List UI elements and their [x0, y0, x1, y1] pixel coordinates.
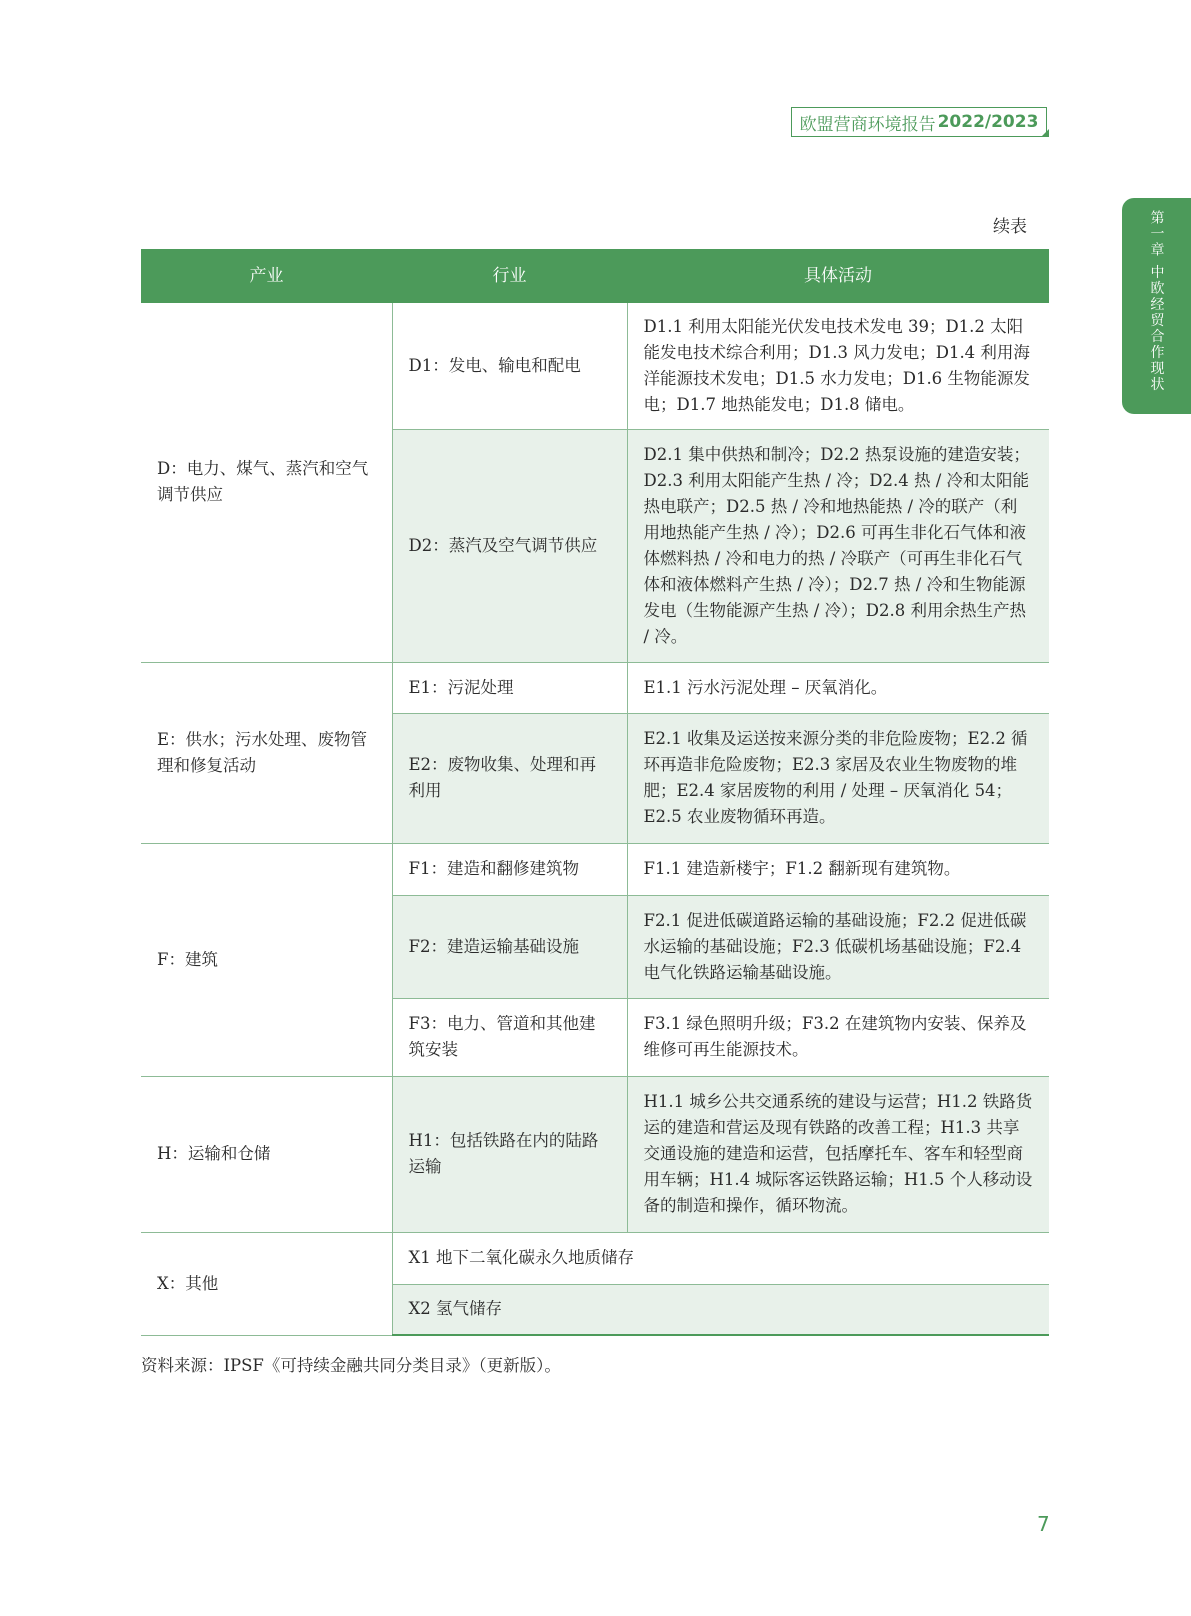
- source-note: 资料来源：IPSF《可持续金融共同分类目录》（更新版）。: [141, 1356, 561, 1375]
- column-header-sector: 行业: [392, 249, 627, 303]
- activities-cell: F1.1 建造新楼宇；F1.2 翻新现有建筑物。: [627, 843, 1049, 895]
- industry-cell: H：运输和仓储: [141, 1076, 392, 1232]
- sector-cell: H1：包括铁路在内的陆路运输: [392, 1076, 627, 1232]
- column-header-industry: 产业: [141, 249, 392, 303]
- sector-cell: E1：污泥处理: [392, 662, 627, 713]
- column-header-activities: 具体活动: [627, 249, 1049, 303]
- industry-cell: F：建筑: [141, 843, 392, 1076]
- sector-cell: X1 地下二氧化碳永久地质储存: [392, 1232, 1049, 1284]
- table-row: [141, 843, 1049, 895]
- sector-cell: E2：废物收集、处理和再利用: [392, 713, 627, 843]
- report-title: 欧盟营商环境报告: [799, 114, 936, 135]
- sector-cell: F1：建造和翻修建筑物: [392, 843, 627, 895]
- taxonomy-table: [141, 249, 1049, 1336]
- activities-cell: F3.1 绿色照明升级；F3.2 在建筑物内安装、保养及维修可再生能源技术。: [627, 998, 1049, 1076]
- sector-cell: F3：电力、管道和其他建筑安装: [392, 998, 627, 1076]
- industry-cell: D：电力、煤气、蒸汽和空气调节供应: [141, 303, 392, 662]
- table-row: [141, 303, 1049, 429]
- sector-cell: F2：建造运输基础设施: [392, 895, 627, 998]
- activities-cell: E1.1 污水污泥处理 – 厌氧消化。: [627, 662, 1049, 713]
- activities-cell: F2.1 促进低碳道路运输的基础设施；F2.2 促进低碳水运输的基础设施；F2.3 低碳机场基础设施；F2.4 电气化铁路运输基础设施。: [627, 895, 1049, 998]
- industry-cell: E：供水；污水处理、废物管理和修复活动: [141, 662, 392, 843]
- table-row: [141, 1232, 1049, 1284]
- activities-cell: H1.1 城乡公共交通系统的建设与运营；H1.2 铁路货运的建造和营运及现有铁路的改善工程；H1.3 共享交通设施的建造和运营，包括摩托车、客车和轻型商用车辆；H1.4 城际客运铁路运输；H1.5 个人移动设备的制造和操作，循环物流。: [627, 1076, 1049, 1232]
- table-header-row: [141, 249, 1049, 303]
- sector-cell: D1：发电、输电和配电: [392, 303, 627, 429]
- table-row: [141, 662, 1049, 713]
- header-corner-mark: [1041, 129, 1049, 137]
- page-number: 7: [1037, 1512, 1050, 1536]
- table-row: [141, 1076, 1049, 1232]
- sector-cell: D2：蒸汽及空气调节供应: [392, 429, 627, 662]
- continued-label: 续表: [993, 217, 1027, 237]
- activities-cell: D1.1 利用太阳能光伏发电技术发电 39；D1.2 太阳能发电技术综合利用；D1.3 风力发电；D1.4 利用海洋能源技术发电；D1.5 水力发电；D1.6 生物能源发电；D1.7 地热能发电；D1.8 储电。: [627, 303, 1049, 429]
- report-header: [791, 107, 1047, 137]
- sector-cell: X2 氢气储存: [392, 1284, 1049, 1335]
- report-year: 2022/2023: [937, 112, 1039, 132]
- industry-cell: X：其他: [141, 1232, 392, 1335]
- chapter-tab-label: 第一章 中欧经贸合作现状: [1148, 210, 1165, 393]
- activities-cell: D2.1 集中供热和制冷；D2.2 热泵设施的建造安装；D2.3 利用太阳能产生热 / 冷；D2.4 热 / 冷和太阳能热电联产；D2.5 热 / 冷和地热能热 / 冷的联产（利用地热能产生热 / 冷）；D2.6 可再生非化石气体和液体燃料热 / 冷和电力的热 / 冷联产（可再生非化石气体和液体燃料产生热 / 冷）；D2.7 热 / 冷和生物能源发电（生物能源产生热 / 冷）；D2.8 利用余热生产热 / 冷。: [627, 429, 1049, 662]
- activities-cell: E2.1 收集及运送按来源分类的非危险废物；E2.2 循环再造非危险废物；E2.3 家居及农业生物废物的堆肥；E2.4 家居废物的利用 / 处理 – 厌氧消化 54；E2.5 农业废物循环再造。: [627, 713, 1049, 843]
- chapter-tab: [1122, 198, 1191, 414]
